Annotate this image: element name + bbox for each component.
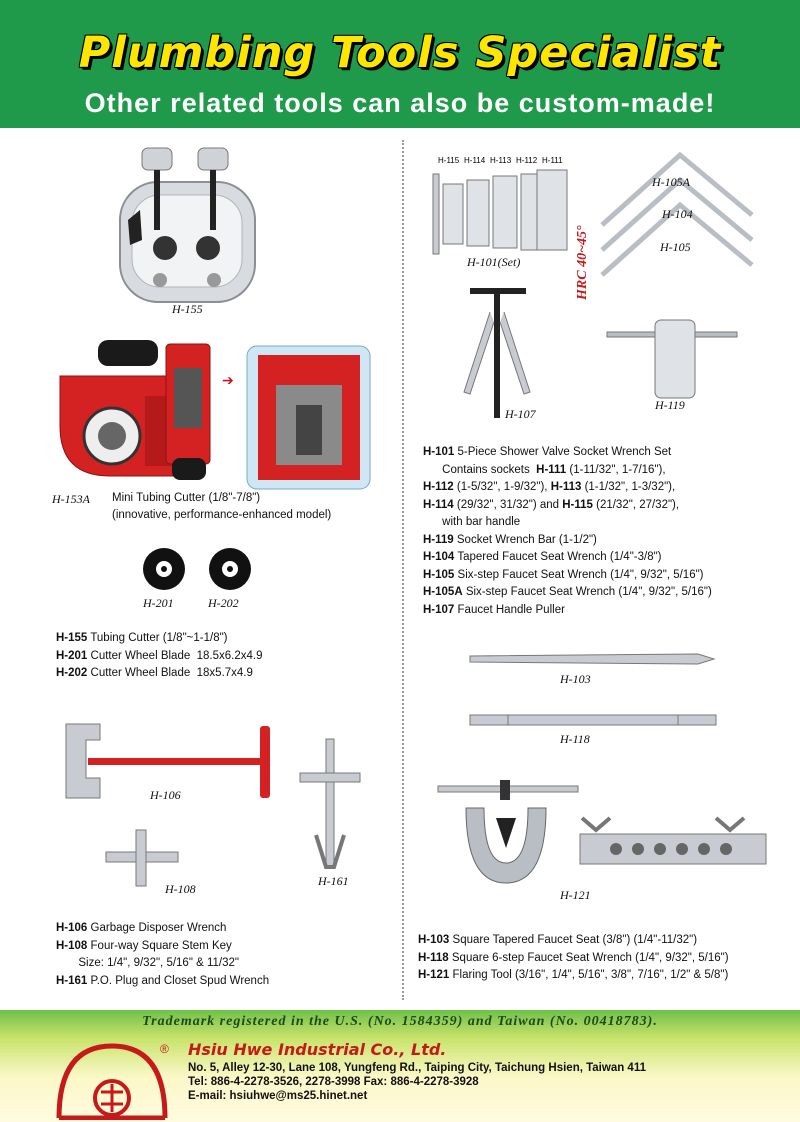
mini-cutter-closeup-image	[246, 345, 371, 490]
page-subtitle: Other related tools can also be custom-made!	[84, 88, 716, 118]
socket-label: H-111	[542, 156, 563, 165]
left-spec-list-2	[56, 920, 269, 990]
faucet-handle-puller-h107-image	[450, 282, 540, 422]
h107-caption: H-107	[505, 407, 536, 421]
spec-row: H-105A Six-step Faucet Seat Wrench (1/4", 9/32", 5/16")	[423, 586, 712, 598]
h201-caption: H-201	[143, 596, 174, 610]
square-6step-wrench-h118-image	[468, 712, 718, 728]
socket-label: H-115	[438, 156, 460, 165]
flaring-yoke-image	[436, 778, 586, 888]
h121-caption: H-121	[560, 888, 591, 902]
h108-caption: H-108	[165, 882, 196, 896]
cutter-wheel-h202-image	[206, 545, 254, 593]
spec-row: H-155 Tubing Cutter (1/8"~1-1/8")	[56, 632, 228, 644]
h153a-desc-line2: (innovative, performance-enhanced model)	[112, 509, 332, 521]
spec-row: H-161 P.O. Plug and Closet Spud Wrench	[56, 974, 270, 987]
socket-label: H-112	[516, 156, 538, 165]
company-logo-icon	[55, 1040, 170, 1120]
tubing-cutter-h155-image	[110, 140, 270, 310]
spec-row: H-105 Six-step Faucet Seat Wrench (1/4", 9/32", 5/16")	[423, 568, 704, 581]
h153a-caption: H-153A	[52, 492, 90, 506]
socket-label: H-114	[464, 156, 486, 165]
company-name: Hsiu Hwe Industrial Co., Ltd.	[188, 1040, 447, 1059]
spec-row: H-108 Four-way Square Stem Key	[56, 939, 232, 952]
h105-caption: H-105	[660, 240, 691, 254]
socket-wrench-set-h101-image	[425, 166, 575, 256]
left-spec-list-1	[56, 630, 262, 683]
h155-caption: H-155	[172, 302, 203, 316]
spec-row: H-103 Square Tapered Faucet Seat (3/8") (1/4"-11/32")	[418, 934, 698, 946]
spec-row: H-101 5-Piece Shower Valve Socket Wrench Set	[423, 446, 672, 458]
h103-caption: H-103	[560, 672, 591, 686]
spec-row: Contains sockets H-111 (1-11/32", 1-7/16"),	[423, 463, 666, 476]
spec-row: H-119 Socket Wrench Bar (1-1/2")	[423, 533, 597, 546]
registered-mark: ®	[160, 1042, 169, 1056]
spud-wrench-h161-image	[296, 735, 364, 870]
h202-caption: H-202	[208, 596, 239, 610]
h161-caption: H-161	[318, 874, 349, 888]
company-phone-fax: Tel: 886-4-2278-3526, 2278-3998 Fax: 886-4-2278-3928	[188, 1076, 479, 1088]
h104-caption: H-104	[662, 207, 693, 221]
spec-row: H-112 (1-5/32", 1-9/32"), H-113 (1-1/32", 1-3/32"),	[423, 481, 676, 493]
h153a-desc-line1: Mini Tubing Cutter (1/8"-7/8")	[112, 492, 261, 504]
spec-row: H-114 (29/32", 31/32") and H-115 (21/32", 27/32"),	[423, 498, 680, 511]
spec-row: H-121 Flaring Tool (3/16", 1/4", 5/16", 3/8", 7/16", 1/2" & 5/8")	[418, 969, 729, 981]
column-divider	[402, 140, 404, 1000]
h105a-caption: H-105A	[652, 175, 690, 189]
spec-row: H-202 Cutter Wheel Blade 18x5.7x4.9	[56, 667, 253, 679]
right-spec-list-1	[423, 444, 712, 619]
right-spec-list-2	[418, 932, 729, 985]
spec-row: Size: 1/4", 9/32", 5/16" & 11/32"	[56, 957, 239, 969]
h101-caption: H-101(Set)	[467, 255, 521, 269]
socket-wrench-bar-h119-image	[605, 318, 740, 400]
four-way-key-h108-image	[102, 828, 182, 888]
company-email: E-mail: hsiuhwe@ms25.hinet.net	[188, 1090, 368, 1102]
spec-row: H-106 Garbage Disposer Wrench	[56, 922, 227, 934]
h118-caption: H-118	[560, 732, 590, 746]
company-address: No. 5, Alley 12-30, Lane 108, Yungfeng Rd., Taiping City, Taichung Hsien, Taiwan 411	[188, 1062, 646, 1074]
spec-row: H-104 Tapered Faucet Seat Wrench (1/4"-3/8")	[423, 551, 662, 563]
spec-row: with bar handle	[423, 516, 521, 528]
spec-row: H-107 Faucet Handle Puller	[423, 603, 565, 616]
trademark-notice: Trademark registered in the U.S. (No. 1584359) and Taiwan (No. 00418783).	[142, 1014, 658, 1029]
flaring-bar-image	[576, 812, 771, 874]
spec-row: H-118 Square 6-step Faucet Seat Wrench (1/4", 9/32", 5/16")	[418, 951, 729, 964]
h106-caption: H-106	[150, 788, 181, 802]
arrow-right-icon: ➔	[222, 372, 234, 388]
cutter-wheel-h201-image	[140, 545, 188, 593]
mini-cutter-side-image	[160, 338, 218, 488]
hrc-hardness-label: HRC 40~45°	[575, 225, 590, 300]
spec-row: H-201 Cutter Wheel Blade 18.5x6.2x4.9	[56, 649, 263, 662]
page-title: Plumbing Tools Specialist	[78, 28, 722, 78]
tapered-faucet-seat-h103-image	[468, 652, 716, 666]
h119-caption: H-119	[655, 398, 685, 412]
socket-label: H-113	[490, 156, 512, 165]
